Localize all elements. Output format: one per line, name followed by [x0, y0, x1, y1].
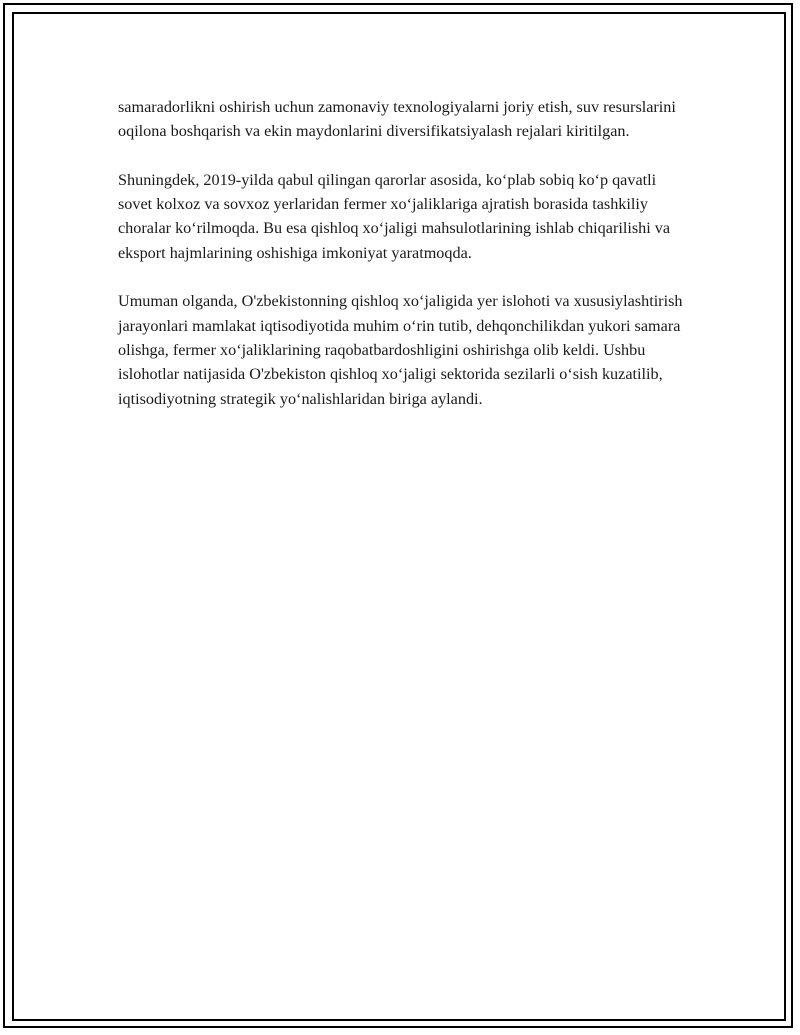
- paragraph-1: samaradorlikni oshirish uchun zamonaviy texnologiyalarni joriy etish, suv resurslarini oqilona boshqarish va ekin maydonlarini diversifikatsiyalash rejalari kiritilgan.: [118, 98, 676, 141]
- document-body: [118, 95, 690, 435]
- paragraph-2: Shuningdek, 2019-yilda qabul qilingan qarorlar asosida, ko‘plab sobiq ko‘p qavatli sovet kolxoz va sovxoz yerlaridan fermer xo‘jaliklariga ajratish borasida tashkiliy choralar ko‘rilmoqda. Bu esa qishloq xo‘jaligi mahsulotlarining ishlab chiqarilishi va eksport hajmlarining oshishiga imkoniyat yaratmoqda.: [118, 170, 671, 262]
- paragraph-3: Umuman olganda, O'zbekistonning qishloq xo‘jaligida yer islohoti va xususiylashtirish jarayonlari mamlakat iqtisodiyotida muhim o‘rin tutib, dehqonchilikdan yukori samara olishga, fermer xo‘jaliklarining raqobatbardoshligini oshirishga olib keldi. Ushbu islohotlar natijasida O'zbekiston qishloq xo‘jaligi sektorida sezilarli o‘sish kuzatilib, iqtisodiyotning strategik yo‘nalishlaridan biriga aylandi.: [118, 292, 683, 408]
